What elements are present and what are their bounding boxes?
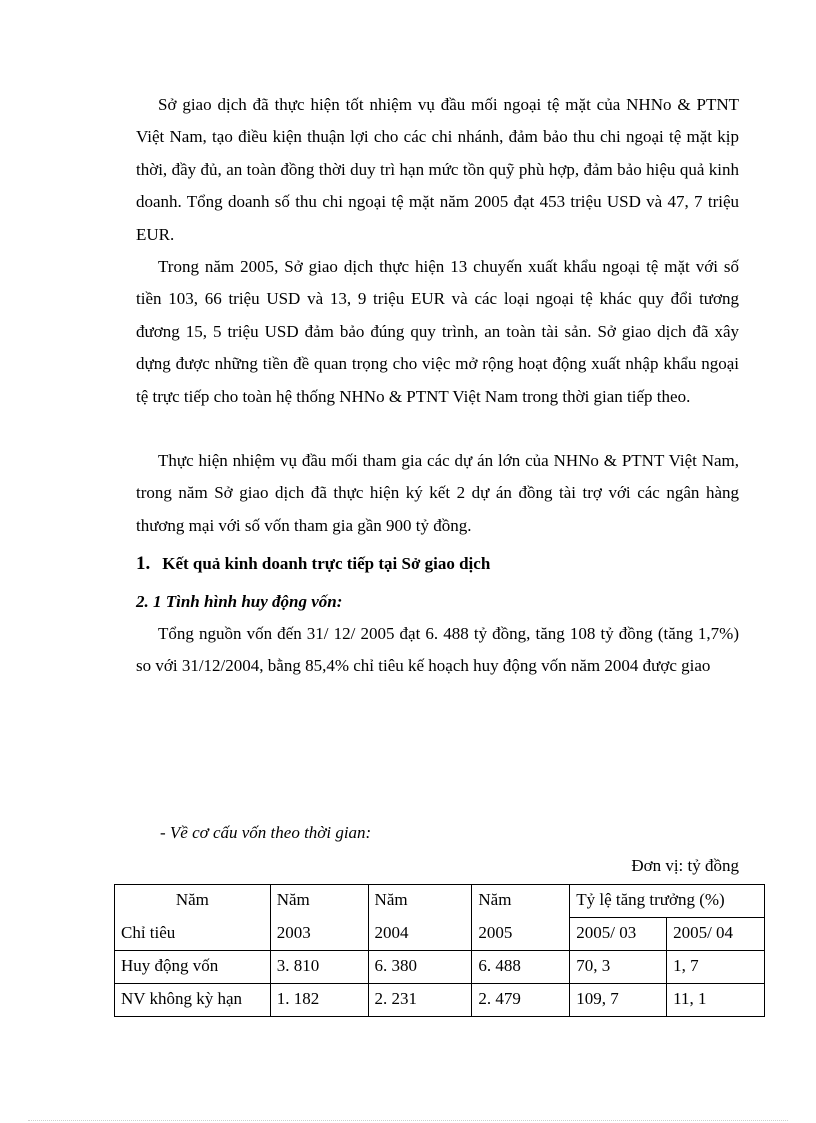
table-cell: 6. 488 [472, 951, 570, 984]
subsection-heading: 2. 1 Tình hình huy động vốn: [136, 592, 343, 611]
header-indicator-label: Chỉ tiêu [115, 918, 271, 951]
table-cell: 70, 3 [570, 951, 667, 984]
row-label: NV không kỳ hạn [115, 984, 271, 1017]
header-growth-col: 2005/ 03 [570, 918, 667, 951]
page-bottom-divider [28, 1120, 788, 1121]
table-cell: 11, 1 [667, 984, 765, 1017]
table-header-row [115, 918, 765, 951]
section-heading-1 [136, 553, 490, 575]
table-row [115, 951, 765, 984]
header-year: 2005 [472, 918, 570, 951]
paragraph-foreign-cash: Sở giao dịch đã thực hiện tốt nhiệm vụ đầu mối ngoại tệ mặt của NHNo & PTNT Việt Nam, tạo điều kiện thuận lợi cho các chi nhánh, đảm bảo thu chi ngoại tệ mặt kịp thời, đầy đủ, an toàn đồng thời duy trì hạn mức tồn quỹ phù hợp, đảm bảo hiệu quả kinh doanh. Tổng doanh số thu chi ngoại tệ mặt năm 2005 đạt 453 triệu USD và 47, 7 triệu EUR. [136, 95, 739, 244]
paragraph-export-trips: Trong năm 2005, Sở giao dịch thực hiện 13 chuyến xuất khẩu ngoại tệ mặt với số tiền 103, 66 triệu USD và 13, 9 triệu EUR và các loại ngoại tệ khác quy đổi tương đương 15, 5 triệu USD đảm bảo đúng quy trình, an toàn tài sản. Sở giao dịch đã xây dựng được những tiền đề quan trọng cho việc mở rộng hoạt động xuất nhập khẩu ngoại tệ trực tiếp cho toàn hệ thống NHNo & PTNT Việt Nam trong thời gian tiếp theo. [136, 257, 739, 406]
table-cell: 6. 380 [368, 951, 472, 984]
header-growth-col: 2005/ 04 [667, 918, 765, 951]
table-cell: 3. 810 [270, 951, 368, 984]
header-year: 2003 [270, 918, 368, 951]
header-year: 2004 [368, 918, 472, 951]
row-label: Huy động vốn [115, 951, 271, 984]
header-year-prefix: Năm [472, 885, 570, 918]
section-number: 1. [136, 553, 151, 574]
capital-table [114, 884, 765, 1017]
paragraph-capital-total: Tổng nguồn vốn đến 31/ 12/ 2005 đạt 6. 488 tỷ đồng, tăng 108 tỷ đồng (tăng 1,7%) so với 31/12/2004, bằng 85,4% chỉ tiêu kế hoạch huy động vốn năm 2004 được giao [136, 624, 739, 676]
table-row [115, 984, 765, 1017]
header-year-prefix: Năm [270, 885, 368, 918]
table-cell: 1, 7 [667, 951, 765, 984]
unit-label: Đơn vị: tỷ đồng [631, 856, 739, 875]
header-growth: Tỷ lệ tăng trưởng (%) [570, 885, 765, 918]
header-year-label: Năm [115, 885, 271, 918]
table-cell: 109, 7 [570, 984, 667, 1017]
capital-structure-note: - Về cơ cấu vốn theo thời gian: [160, 823, 372, 842]
paragraph-projects: Thực hiện nhiệm vụ đầu mối tham gia các dự án lớn của NHNo & PTNT Việt Nam, trong năm Sở giao dịch đã thực hiện ký kết 2 dự án đồng tài trợ với các ngân hàng thương mại với số vốn tham gia gần 900 tỷ đồng. [136, 451, 739, 535]
header-year-prefix: Năm [368, 885, 472, 918]
table-cell: 1. 182 [270, 984, 368, 1017]
table-header-row [115, 885, 765, 918]
table-cell: 2. 479 [472, 984, 570, 1017]
table-cell: 2. 231 [368, 984, 472, 1017]
section-title: Kết quả kinh doanh trực tiếp tại Sở giao dịch [162, 554, 491, 573]
